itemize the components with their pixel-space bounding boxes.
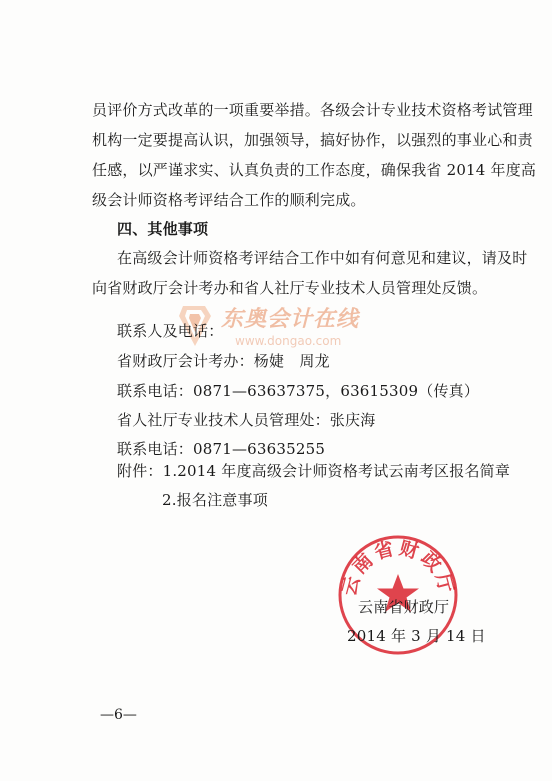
contacts-phone-finance: 联系电话：0871—63637375，63615309（传真） bbox=[117, 382, 480, 400]
body-line-3: 任感，以严谨求实、认真负责的工作态度，确保我省 2014 年度高 bbox=[92, 161, 537, 179]
contacts-phone-hr: 联系电话：0871—63635255 bbox=[117, 440, 326, 458]
body-line-4: 级会计师资格考评结合工作的顺利完成。 bbox=[92, 191, 366, 209]
attachment-item-1: 附件：1.2014 年度高级会计师资格考试云南考区报名简章 bbox=[117, 462, 511, 480]
section-line-1: 在高级会计师资格考评结合工作中如有何意见和建议，请及时 bbox=[117, 249, 528, 267]
signature-date: 2014 年 3 月 14 日 bbox=[347, 627, 486, 645]
watermark-title: 东奥会计在线 bbox=[221, 307, 360, 332]
section-line-2: 向省财政厅会计考办和省人社厅专业技术人员管理处反馈。 bbox=[92, 279, 488, 297]
contacts-dept-hr: 省人社厅专业技术人员管理处：张庆海 bbox=[117, 411, 376, 429]
svg-text:云南省财政厅: 云南省财政厅 bbox=[338, 537, 458, 599]
page-number: —6— bbox=[100, 707, 137, 723]
section-heading: 四、其他事项 bbox=[117, 220, 209, 238]
contacts-dept-finance: 省财政厅会计考办：杨婕 周龙 bbox=[117, 352, 330, 370]
attachment-item-2: 2.报名注意事项 bbox=[162, 491, 268, 509]
signature-org: 云南省财政厅 bbox=[358, 598, 450, 616]
body-line-2: 机构一定要提高认识，加强领导，搞好协作，以强烈的事业心和责 bbox=[92, 131, 533, 149]
contacts-label: 联系人及电话： bbox=[117, 322, 224, 340]
watermark-url: www.dongao.com bbox=[235, 334, 342, 348]
body-line-1: 员评价方式改革的一项重要举措。各级会计专业技术资格考试管理 bbox=[92, 101, 533, 119]
